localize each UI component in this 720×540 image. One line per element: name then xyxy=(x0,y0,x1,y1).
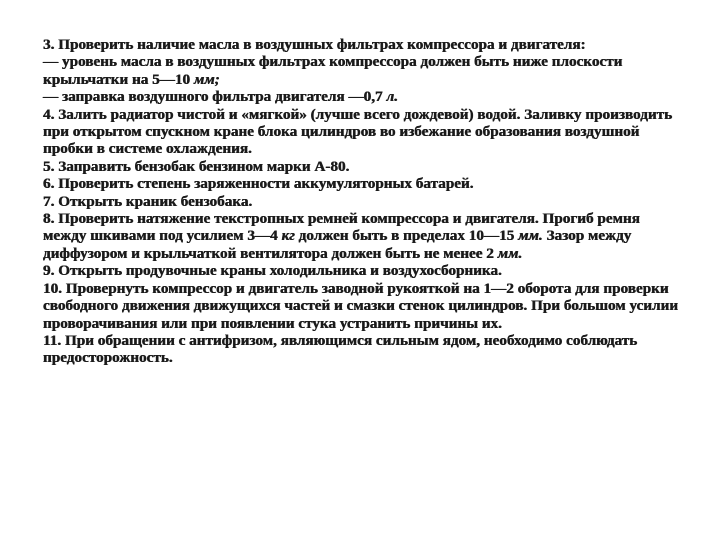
step-8-belts: 8. Проверить натяжение текстропных ремней компрессора и двигателя. Прогиб ремня между шкивами под усилием 3—4 кг должен быть в пределах 10—15 мм. Зазор между диффузором и крыльчаткой вентилятора должен быть не менее 2 мм. xyxy=(43,210,640,262)
step-3-oil-check: 3. Проверить наличие масла в воздушных фильтрах компрессора и двигателя: xyxy=(43,36,586,53)
unit-mm: мм. xyxy=(497,244,523,262)
unit-kg: кг xyxy=(281,227,295,245)
oil-level-requirement: — уровень масла в воздушных фильтрах компрессора должен быть ниже плоскости крыльчатки на 5—10 мм; xyxy=(43,53,623,88)
unit-mm: мм; xyxy=(193,70,220,88)
step-9-drain-valves: 9. Открыть продувочные краны холодильника и воздухосборника. xyxy=(43,262,502,280)
step-7-fuel-valve: 7. Открыть краник бензобака. xyxy=(43,192,253,210)
unit-mm: мм. xyxy=(518,227,543,245)
step-6-battery: 6. Проверить степень заряженности аккумуляторных батарей. xyxy=(43,175,474,193)
step-10-crank: 10. Провернуть компрессор и двигатель заводной рукояткой на 1—2 оборота для проверки свободного движения движущихся частей и смазки стенок цилиндров. При большом усилии проворачивания или при появлении стука устранить причины их. xyxy=(43,279,679,332)
instruction-text-block xyxy=(43,36,683,367)
step-11-antifreeze: 11. При обращении с антифризом, являющимся сильным ядом, необходимо соблюдать предосторожность. xyxy=(43,331,638,367)
unit-liter: л. xyxy=(386,88,399,106)
engine-filter-fill: — заправка воздушного фильтра двигателя —0,7 л. xyxy=(43,88,399,106)
step-4-radiator: 4. Залить радиатор чистой и «мягкой» (лучше всего дождевой) водой. Заливку производить при открытом спускном кране блока цилиндров во избежание образования воздушной пробки в системе охлаждения. xyxy=(43,105,673,158)
step-5-fuel: 5. Заправить бензобак бензином марки А-80. xyxy=(43,157,350,175)
